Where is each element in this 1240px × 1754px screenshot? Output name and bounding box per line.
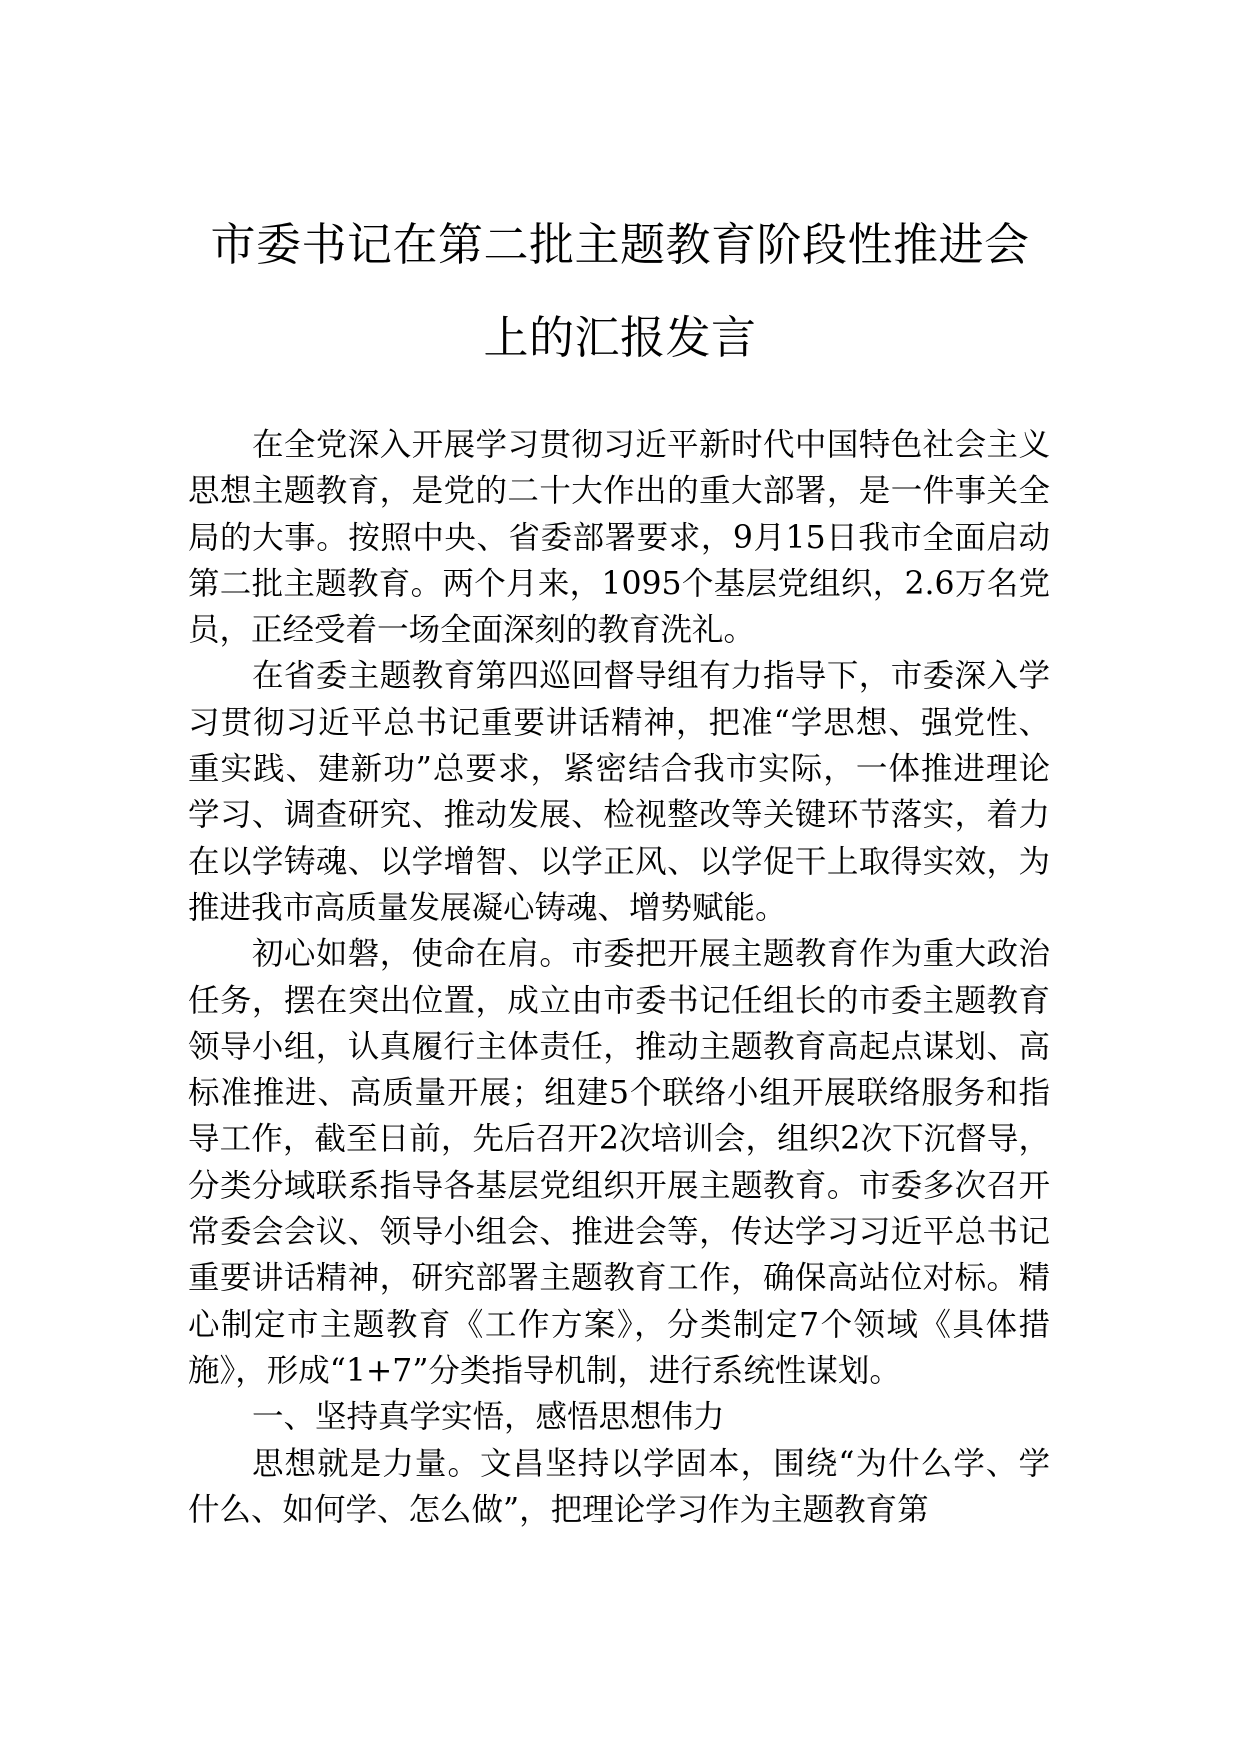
document-body	[188, 422, 1050, 1533]
section-heading-1: 一、坚持真学实悟，感悟思想伟力	[252, 1399, 725, 1436]
paragraph-intro: 在全党深入开展学习贯彻习近平新时代中国特色社会主义思想主题教育，是党的二十大作出的重大部署，是一件事关全局的大事。按照中央、省委部署要求，9月15日我市全面启动第二批主题教育。两个月来，1095个基层党组织，2.6万名党员，正经受着一场全面深刻的教育洗礼。	[188, 427, 1050, 649]
paragraph-mission: 初心如磐，使命在肩。市委把开展主题教育作为重大政治任务，摆在突出位置，成立由市委书记任组长的市委主题教育领导小组，认真履行主体责任，推动主题教育高起点谋划、高标准推进、高质量开展；组建5个联络小组开展联络服务和指导工作，截至日前，先后召开2次培训会，组织2次下沉督导，分类分域联系指导各基层党组织开展主题教育。市委多次召开常委会会议、领导小组会、推进会等，传达学习习近平总书记重要讲话精神，研究部署主题教育工作，确保高站位对标。精心制定市主题教育《工作方案》，分类制定7个领域《具体措施》，形成“1+7”分类指导机制，进行系统性谋划。	[188, 936, 1050, 1389]
document-title-line-2: 上的汇报发言	[483, 311, 757, 364]
paragraph-thought: 思想就是力量。文昌坚持以学固本，围绕“为什么学、学什么、如何学、怎么做”，把理论学习作为主题教育第	[188, 1445, 1050, 1528]
document-title-line-1: 市委书记在第二批主题教育阶段性推进会	[210, 218, 1030, 271]
paragraph-guidance: 在省委主题教育第四巡回督导组有力指导下，市委深入学习贯彻习近平总书记重要讲话精神，把准“学思想、强党性、重实践、建新功”总要求，紧密结合我市实际，一体推进理论学习、调查研究、推动发展、检视整改等关键环节落实，着力在以学铸魂、以学增智、以学正风、以学促干上取得实效，为推进我市高质量发展凝心铸魂、增势赋能。	[188, 658, 1050, 926]
